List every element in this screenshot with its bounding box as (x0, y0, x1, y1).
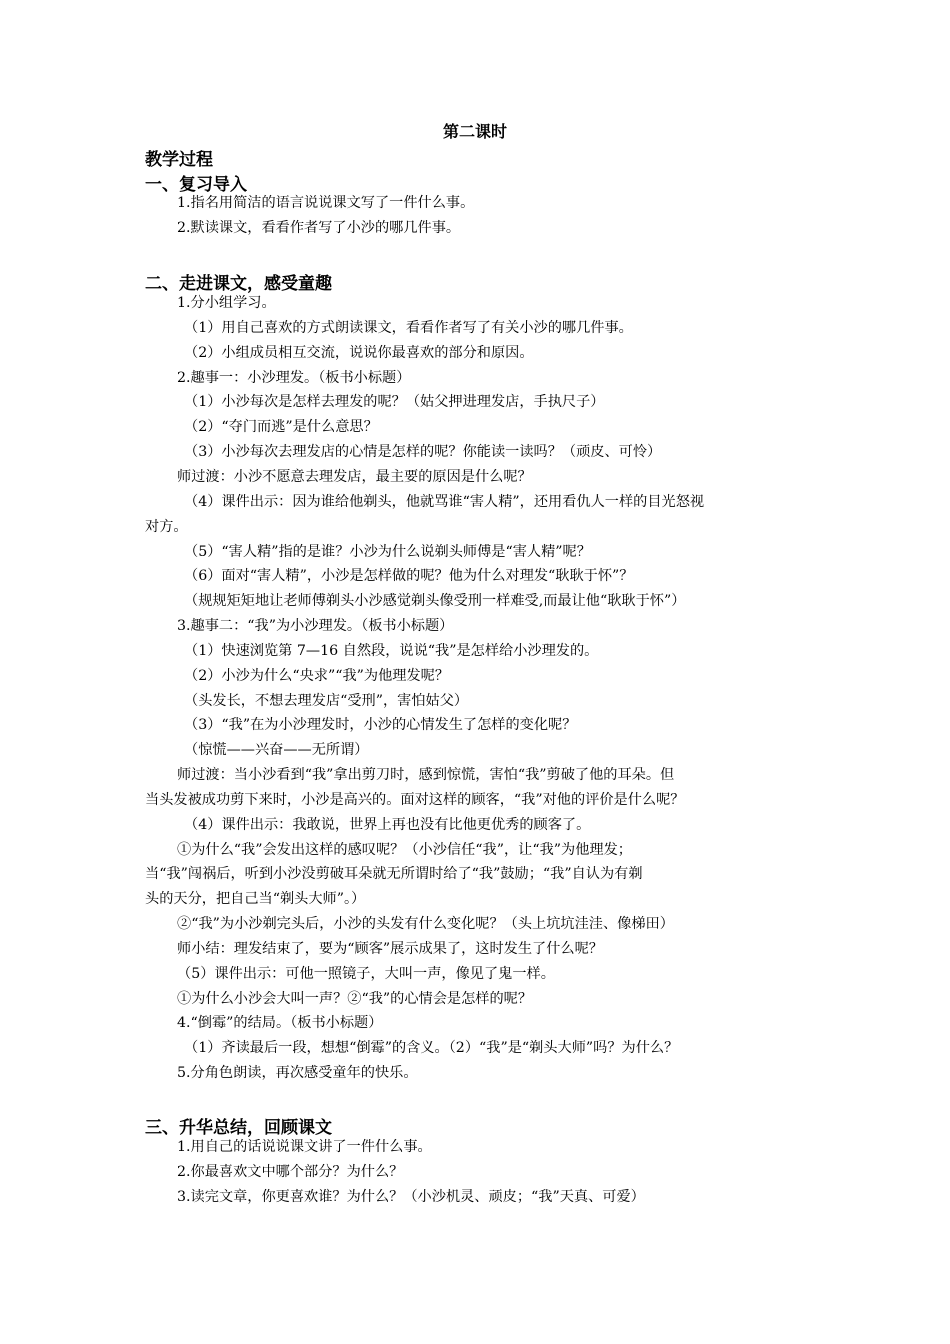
text-line: （1）快速浏览第 7—16 自然段，说说“我”是怎样给小沙理发的。 (184, 643, 599, 659)
text-line: 2.默读课文，看看作者写了小沙的哪几件事。 (177, 220, 461, 236)
text-line: （4）课件出示：我敢说，世界上再也没有比他更优秀的顾客了。 (184, 817, 591, 833)
text-line: 师小结：理发结束了，要为“顾客”展示成果了，这时发生了什么呢？ (177, 941, 603, 957)
text-line: （规规矩矩地让老师傅剃头小沙感觉剃头像受刑一样难受,而最让他“耿耿于怀”） (184, 593, 686, 609)
text-line: （惊慌——兴奋——无所谓） (184, 742, 369, 758)
text-line: 3.读完文章，你更喜欢谁？为什么？（小沙机灵、顽皮；“我”天真、可爱） (177, 1189, 645, 1205)
text-line: 师过渡：当小沙看到“我”拿出剪刀时，感到惊慌，害怕“我”剪破了他的耳朵。但 (177, 767, 675, 783)
text-line: 1.指名用简洁的语言说说课文写了一件什么事。 (177, 195, 475, 211)
section-2-heading: 二、走进课文，感受童趣 (145, 274, 332, 294)
text-line: 头的天分，把自己当“剃头大师”。） (145, 891, 366, 907)
section-3-heading: 三、升华总结，回顾课文 (145, 1118, 332, 1138)
text-line: 3.趣事二：“我”为小沙理发。（板书小标题） (177, 618, 454, 634)
text-line: （3）小沙每次去理发店的心情是怎样的呢？你能读一读吗？（顽皮、可怜） (184, 444, 662, 460)
text-line: （1）小沙每次是怎样去理发的呢？（姑父押进理发店，手执尺子） (184, 394, 605, 410)
text-line: （3）“我”在为小沙理发时，小沙的心情发生了怎样的变化呢？ (184, 717, 577, 733)
page-title: 第二课时 (442, 122, 507, 141)
text-line: 1.分小组学习。 (177, 295, 276, 311)
text-line: 当头发被成功剪下来时，小沙是高兴的。面对这样的顾客，“我”对他的评价是什么呢？ (145, 792, 685, 808)
text-line: 5.分角色朗读，再次感受童年的快乐。 (177, 1065, 418, 1081)
text-line: ①为什么“我”会发出这样的感叹呢？（小沙信任“我”，让“我”为他理发； (177, 842, 632, 858)
text-line: 2.你最喜欢文中哪个部分？为什么？ (177, 1164, 404, 1180)
text-line: ①为什么小沙会大叫一声？②“我”的心情会是怎样的呢？ (177, 991, 533, 1007)
text-line: 1.用自己的话说说课文讲了一件什么事。 (177, 1139, 432, 1155)
section-heading: 教学过程 (145, 150, 213, 170)
text-line: （2）小组成员相互交流，说说你最喜欢的部分和原因。 (184, 345, 534, 361)
text-line: 对方。 (145, 519, 188, 535)
text-line: （5）“害人精”指的是谁？小沙为什么说剃头师傅是“害人精”呢？ (184, 544, 591, 560)
text-line: （6）面对“害人精”，小沙是怎样做的呢？他为什么对理发“耿耿于怀”？ (184, 568, 634, 584)
text-line: ②“我”为小沙剃完头后，小沙的头发有什么变化呢？（头上坑坑洼洼、像梯田） (177, 916, 674, 932)
text-line: （2）“夺门而逃”是什么意思？ (184, 419, 378, 435)
text-line: 当“我”闯祸后，听到小沙没剪破耳朵就无所谓时给了“我”鼓励；“我”自认为有剃 (145, 866, 643, 882)
section-1-heading: 一、复习导入 (145, 175, 247, 195)
text-line: （5）课件出示：可他一照镜子，大叫一声，像见了鬼一样。 (177, 966, 555, 982)
text-line: （1）齐读最后一段，想想“倒霉”的含义。（2）“我”是“剃头大师”吗？为什么？ (184, 1040, 679, 1056)
text-line: （1）用自己喜欢的方式朗读课文，看看作者写了有关小沙的哪几件事。 (184, 320, 633, 336)
text-line: （4）课件出示：因为谁给他剃头，他就骂谁“害人精”，还用看仇人一样的目光怒视 (184, 494, 705, 510)
text-line: （头发长，不想去理发店“受刑”，害怕姑父） (184, 693, 469, 709)
text-line: 2.趣事一：小沙理发。（板书小标题） (177, 370, 411, 386)
text-line: 师过渡：小沙不愿意去理发店，最主要的原因是什么呢？ (177, 469, 532, 485)
text-line: （2）小沙为什么“央求”“我”为他理发呢？ (184, 668, 450, 684)
text-line: 4.“倒霉”的结局。（板书小标题） (177, 1015, 383, 1031)
